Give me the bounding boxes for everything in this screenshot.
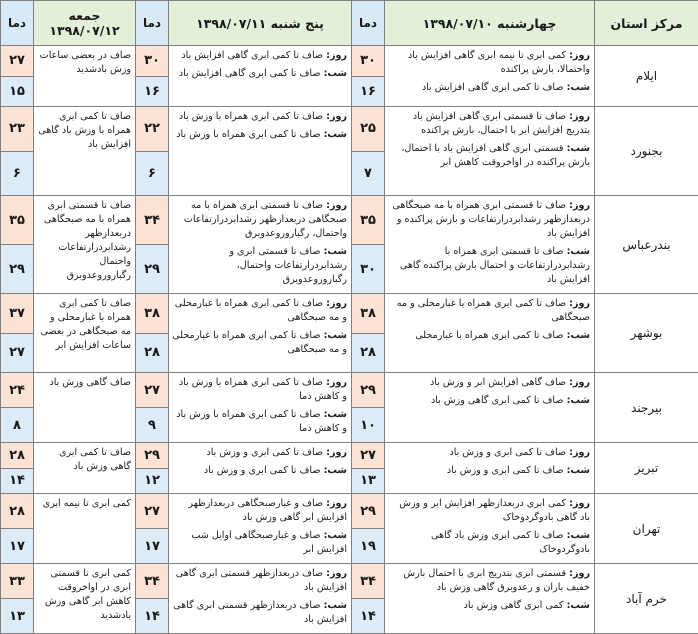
forecast-description [169, 443, 352, 494]
forecast-description [169, 294, 352, 373]
day-label: روز: [326, 568, 347, 579]
min-temperature: ۱۴ [1, 469, 33, 494]
night-label: شب: [324, 530, 347, 541]
max-temperature: ۲۴ [1, 373, 33, 408]
temperature-pair [1, 294, 33, 372]
day-text: صاف تا کمی ابری و وزش باد [206, 447, 323, 458]
min-temperature: ۱۳ [352, 469, 384, 494]
temperature-pair [352, 46, 384, 106]
night-text: صاف و غبارصبحگاهی اوایل شب افزایش ابر [191, 530, 347, 555]
forecast-description [169, 564, 352, 634]
day-text: کمی ابری دربعدازظهر افزایش ابر و وزش باد گاهی بادوگردوخاک [399, 498, 590, 523]
night-forecast [172, 464, 347, 478]
max-temperature: ۳۳ [1, 564, 33, 599]
night-text: صاف تا قسمتی ابری و رشدابردرارتفاعات واحتمال، رگباروروعدوبرق [229, 246, 347, 285]
forecast-description [169, 373, 352, 443]
day-forecast [388, 567, 590, 595]
day-forecast [172, 497, 347, 525]
night-forecast [172, 67, 347, 81]
night-label: شب: [567, 330, 590, 341]
min-temperature: ۲۹ [136, 245, 168, 293]
temperature-pair [1, 443, 33, 493]
night-forecast [388, 81, 590, 95]
day-forecast [172, 199, 347, 241]
temperature-pair [136, 494, 168, 563]
province-name: تهران [595, 494, 698, 564]
max-temperature: ۲۹ [352, 494, 384, 529]
temperature-pair [136, 107, 168, 195]
min-temperature: ۱۶ [352, 77, 384, 107]
temperature-cell [1, 46, 34, 107]
temperature-cell [352, 196, 385, 294]
temperature-pair [136, 294, 168, 372]
night-label: شب: [324, 129, 347, 140]
forecast-description [385, 494, 595, 564]
temperature-cell [136, 46, 169, 107]
min-temperature: ۹ [136, 408, 168, 442]
day-text: صاف تا کمی ابری گاهی افزایش باد [181, 50, 323, 61]
temperature-pair [1, 46, 33, 106]
temperature-pair [352, 373, 384, 442]
day-forecast [388, 110, 590, 138]
temp-header: دما [1, 1, 34, 46]
temp-header: دما [352, 1, 385, 46]
min-temperature: ۱۲ [136, 469, 168, 494]
day-forecast [172, 297, 347, 325]
table-row [1, 494, 698, 564]
province-header: مرکز استان [595, 1, 698, 46]
night-text: صاف تا کمی ابری وزش باد گاهی بادوگردوخاک [431, 530, 590, 555]
night-text: صاف تا کمی ابری گاهی وزش باد [431, 395, 564, 406]
day-forecast [388, 446, 590, 460]
night-text: صاف تا کمی ابری گاهی افزایش باد [179, 68, 321, 79]
min-temperature: ۱۷ [1, 529, 33, 563]
temperature-pair [136, 373, 168, 442]
night-label: شب: [324, 600, 347, 611]
night-label: شب: [567, 143, 590, 154]
night-text: صاف تا کمی ابری گاهی افزایش باد [422, 82, 564, 93]
forecast-description [34, 564, 136, 634]
min-temperature: ۳۰ [352, 245, 384, 293]
temperature-cell [136, 196, 169, 294]
day-forecast [172, 376, 347, 404]
temperature-pair [352, 196, 384, 293]
night-text: صاف تا کمی ابری همراه با وزش باد [176, 129, 320, 140]
day-label: روز: [569, 200, 590, 211]
night-forecast [388, 394, 590, 408]
forecast-description [34, 196, 136, 294]
table-row [1, 373, 698, 443]
min-temperature: ۶ [136, 152, 168, 196]
day-text: صاف تا قسمتی ابری همراه با مه صبحگاهی دربعدازظهر رشدابردرارتفاعات و بارش پراکنده و افزایش باد [392, 200, 590, 239]
night-label: شب: [567, 395, 590, 406]
temperature-pair [1, 196, 33, 293]
day-label: روز: [569, 50, 590, 61]
day-forecast [172, 567, 347, 595]
night-text: قسمتی ابری گاهی افزایش باد با احتمال، بارش پراکنده در اواخروقت کاهش ابر [401, 143, 590, 168]
day-forecast [388, 376, 590, 390]
max-temperature: ۳۸ [352, 294, 384, 334]
temperature-pair [1, 373, 33, 442]
temperature-cell [352, 564, 385, 634]
min-temperature: ۱۴ [136, 599, 168, 633]
night-forecast [172, 128, 347, 142]
temperature-cell [136, 294, 169, 373]
temperature-cell [136, 443, 169, 494]
forecast-description [34, 373, 136, 443]
day-label: روز: [326, 200, 347, 211]
forecast-description [385, 46, 595, 107]
province-name: خرم آباد [595, 564, 698, 634]
province-name: بجنورد [595, 107, 698, 196]
forecast-description [385, 373, 595, 443]
temperature-pair [136, 46, 168, 106]
forecast-description [169, 107, 352, 196]
forecast-description [385, 294, 595, 373]
forecast-text: صاف تا کمی ابری همراه با غبارمحلی و مه صبحگاهی در بعضی ساعات افزایش ابر [37, 297, 131, 353]
max-temperature: ۲۷ [352, 443, 384, 469]
day-text: صاف تا کمی ابری همراه با غبارمحلی و مه صبحگاهی [175, 298, 347, 323]
province-name: ایلام [595, 46, 698, 107]
forecast-description [34, 294, 136, 373]
night-text: صاف تا کمی ابری همراه با غبارمحلی [415, 330, 563, 341]
min-temperature: ۱۰ [352, 408, 384, 442]
night-forecast [172, 599, 347, 627]
max-temperature: ۲۹ [136, 443, 168, 469]
max-temperature: ۲۸ [1, 443, 33, 469]
min-temperature: ۱۴ [352, 599, 384, 633]
day-header: پنج شنبه ۱۳۹۸/۰۷/۱۱ [169, 1, 352, 46]
forecast-description [169, 196, 352, 294]
night-text: صاف تا کمی ابری همراه با وزش باد و کاهش دما [176, 409, 347, 434]
day-label: روز: [326, 298, 347, 309]
day-label: روز: [326, 50, 347, 61]
min-temperature: ۲۸ [352, 334, 384, 373]
night-forecast [388, 142, 590, 170]
max-temperature: ۲۹ [352, 373, 384, 408]
forecast-description [385, 196, 595, 294]
temperature-pair [1, 494, 33, 563]
max-temperature: ۳۰ [136, 46, 168, 77]
table-row [1, 46, 698, 107]
max-temperature: ۲۷ [136, 494, 168, 529]
day-text: صاف تا کمی ابری و وزش باد [449, 447, 566, 458]
forecast-description [34, 46, 136, 107]
forecast-text: کمی ابری تا قسمتی ابری در اواخروقت کاهش ابر گاهی وزش بادشدید [37, 567, 131, 623]
night-label: شب: [567, 600, 590, 611]
temperature-pair [352, 294, 384, 372]
max-temperature: ۲۵ [352, 107, 384, 152]
day-text: صاف تا قسمتی ابری همراه با مه صبحگاهی دربعدازظهر رشدابردرارتفاعات واحتمال، رگباروروعدوبرق [184, 200, 347, 239]
forecast-text: صاف تا کمی ابری همراه با وزش باد گاهی افزایش باد [37, 110, 131, 152]
night-forecast [172, 245, 347, 287]
province-name: بندرعباس [595, 196, 698, 294]
forecast-text: صاف تا کمی ابری گاهی وزش باد [37, 446, 131, 474]
temperature-cell [136, 107, 169, 196]
night-forecast [172, 529, 347, 557]
temperature-cell [1, 373, 34, 443]
forecast-description [34, 107, 136, 196]
temperature-cell [1, 443, 34, 494]
max-temperature: ۲۸ [1, 494, 33, 529]
night-label: شب: [567, 465, 590, 476]
temperature-cell [1, 107, 34, 196]
night-text: صاف دربعدازظهر قسمتی ابری گاهی افزایش باد [173, 600, 347, 625]
day-forecast [388, 297, 590, 325]
day-label: روز: [569, 568, 590, 579]
province-name: تبریز [595, 443, 698, 494]
temperature-cell [352, 294, 385, 373]
day-label: روز: [326, 377, 347, 388]
min-temperature: ۱۷ [136, 529, 168, 563]
temperature-cell [352, 46, 385, 107]
day-header: جمعه ۱۳۹۸/۰۷/۱۲ [34, 1, 136, 46]
day-text: صاف تا کمی ابری همراه با غبارمحلی و مه صبحگاهی [397, 298, 590, 323]
table-row [1, 196, 698, 294]
table-row [1, 294, 698, 373]
night-label: شب: [324, 330, 347, 341]
forecast-description [34, 443, 136, 494]
night-text: کمی ابری گاهی وزش باد [464, 600, 564, 611]
temperature-cell [1, 294, 34, 373]
night-label: شب: [324, 409, 347, 420]
min-temperature: ۷ [352, 152, 384, 196]
temperature-cell [1, 564, 34, 634]
day-forecast [172, 49, 347, 63]
table-row [1, 564, 698, 634]
day-text: صاف تا قسمتی ابری گاهی افزایش باد بتدریج افزایش ابر با احتمال، بارش پراکنده [413, 111, 590, 136]
temperature-pair [352, 494, 384, 563]
max-temperature: ۲۷ [1, 46, 33, 77]
temperature-cell [1, 196, 34, 294]
max-temperature: ۳۵ [1, 196, 33, 245]
night-text: صاف تا کمی ابری و وزش باد [447, 465, 564, 476]
forecast-text: صاف در بعضی ساعات وزش بادشدید [37, 49, 131, 77]
night-forecast [388, 529, 590, 557]
night-forecast [172, 408, 347, 436]
max-temperature: ۳۸ [136, 294, 168, 334]
day-label: روز: [569, 498, 590, 509]
day-label: روز: [326, 447, 347, 458]
day-forecast [388, 199, 590, 241]
temperature-cell [136, 564, 169, 634]
day-text: صاف تا کمی ابری همراه با وزش باد و کاهش دما [179, 377, 347, 402]
night-forecast [388, 329, 590, 343]
max-temperature: ۳۴ [352, 564, 384, 599]
temp-header: دما [136, 1, 169, 46]
temperature-pair [1, 564, 33, 633]
temperature-cell [352, 373, 385, 443]
max-temperature: ۳۴ [136, 196, 168, 245]
day-text: قسمتی ابری بتدریج ابری با احتمال بارش خفیف باران و رعدوبرق گاهی وزش باد [403, 568, 590, 593]
day-forecast [388, 49, 590, 77]
temperature-cell [352, 494, 385, 564]
temperature-cell [352, 107, 385, 196]
night-label: شب: [567, 530, 590, 541]
night-forecast [388, 245, 590, 287]
day-forecast [172, 446, 347, 460]
max-temperature: ۲۷ [136, 373, 168, 408]
temperature-pair [136, 196, 168, 293]
night-label: شب: [324, 465, 347, 476]
max-temperature: ۳۴ [136, 564, 168, 599]
day-text: صاف تا کمی ابری همراه با وزش باد [179, 111, 323, 122]
temperature-pair [352, 564, 384, 633]
max-temperature: ۳۷ [1, 294, 33, 334]
day-label: روز: [569, 298, 590, 309]
temperature-cell [352, 443, 385, 494]
max-temperature: ۳۰ [352, 46, 384, 77]
day-label: روز: [326, 498, 347, 509]
day-text: صاف گاهی افزایش ابر و وزش باد [430, 377, 566, 388]
temperature-pair [352, 443, 384, 493]
forecast-text: صاف گاهی وزش باد [37, 376, 131, 390]
forecast-description [169, 494, 352, 564]
temperature-pair [352, 107, 384, 195]
day-forecast [388, 497, 590, 525]
day-text: صاف و غبارصبحگاهی دربعدازظهر افزایش ابر گاهی وزش باد [188, 498, 347, 523]
max-temperature: ۳۵ [352, 196, 384, 245]
night-text: صاف تا قسمتی ابری همراه با رشدابردرارتفاعات و احتمال بارش پراکنده گاهی افزایش باد [400, 246, 590, 285]
night-text: صاف تا کمی ابری و وزش باد [204, 465, 321, 476]
min-temperature: ۲۹ [1, 245, 33, 293]
forecast-description [385, 564, 595, 634]
forecast-description [169, 46, 352, 107]
day-forecast [172, 110, 347, 124]
max-temperature: ۲۳ [1, 107, 33, 152]
night-forecast [172, 329, 347, 357]
max-temperature: ۲۲ [136, 107, 168, 152]
min-temperature: ۶ [1, 152, 33, 196]
day-header: چهارشنبه ۱۳۹۸/۰۷/۱۰ [385, 1, 595, 46]
province-name: بیرجند [595, 373, 698, 443]
day-label: روز: [569, 377, 590, 388]
temperature-pair [136, 443, 168, 493]
temperature-pair [1, 107, 33, 195]
min-temperature: ۲۷ [1, 334, 33, 373]
temperature-cell [136, 494, 169, 564]
day-label: روز: [326, 111, 347, 122]
day-text: صاف دربعدازظهر قسمتی ابری گاهی افزایش باد [176, 568, 347, 593]
temperature-pair [136, 564, 168, 633]
table-row [1, 443, 698, 494]
min-temperature: ۲۸ [136, 334, 168, 373]
forecast-text: صاف تا قسمتی ابری همراه با مه صبحگاهی دربعدازظهر رشدابردرارتفاعات واحتمال رگباروروعدوبرق [37, 199, 131, 283]
forecast-text: کمی ابری تا نیمه ابری [37, 497, 131, 511]
night-label: شب: [567, 246, 590, 257]
night-text: صاف تا کمی ابری همراه با غبارمحلی و مه صبحگاهی [172, 330, 347, 355]
min-temperature: ۱۵ [1, 77, 33, 107]
day-label: روز: [569, 111, 590, 122]
min-temperature: ۸ [1, 408, 33, 442]
forecast-description [34, 494, 136, 564]
header-row [1, 1, 698, 46]
forecast-description [385, 443, 595, 494]
temperature-cell [1, 494, 34, 564]
forecast-body [1, 46, 698, 634]
table-row [1, 107, 698, 196]
night-forecast [388, 464, 590, 478]
day-label: روز: [569, 447, 590, 458]
temperature-cell [136, 373, 169, 443]
night-label: شب: [324, 68, 347, 79]
night-label: شب: [324, 246, 347, 257]
night-label: شب: [567, 82, 590, 93]
night-forecast [388, 599, 590, 613]
min-temperature: ۱۶ [136, 77, 168, 107]
forecast-description [385, 107, 595, 196]
province-name: بوشهر [595, 294, 698, 373]
day-text: کمی ابری تا نیمه ابری گاهی افزایش باد واحتمالا، بارش پراکنده [408, 50, 590, 75]
min-temperature: ۱۹ [352, 529, 384, 563]
min-temperature: ۱۳ [1, 599, 33, 633]
